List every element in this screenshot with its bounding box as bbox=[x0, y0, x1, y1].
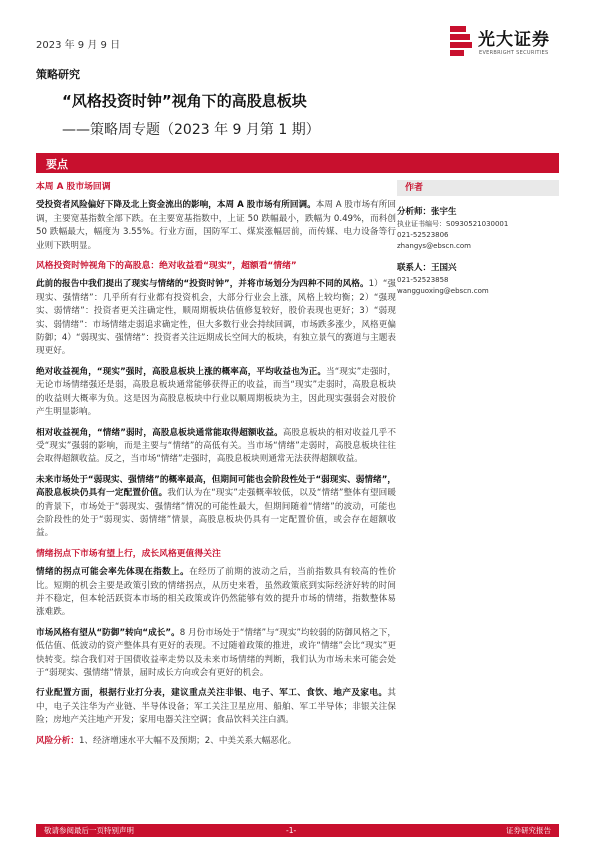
paragraph-lead: 受投资者风险偏好下降及北上资金流出的影响，本周 A 股市场有所回调。 bbox=[36, 200, 316, 211]
contact-name: 王国兴 bbox=[431, 263, 457, 273]
paragraph-text: 1）“强现实、强情绪”：几乎所有行业都有投资机会，大部分行业会上涨，风格上较均衡；2）“强现实、弱情绪”：投资者更关注确定性，顺周期板块估值修复较好，股价表现也更好；3）“弱现实、弱情绪”：市场情绪走弱追求确定性，但大多数行业会持续回调，市场跌多涨少，风格更偏防御；4）“弱现实、强情绪”：投资者关注远期成长空间大的板块，有独立景气的赛道与主题表现更好。 bbox=[36, 279, 396, 357]
report-date: 2023 年 9 月 9 日 bbox=[36, 40, 121, 51]
contact-phone: 021-52523858 bbox=[397, 276, 449, 284]
brand-mark-icon bbox=[450, 26, 472, 56]
analyst-name: 张宇生 bbox=[431, 207, 457, 217]
analyst-email[interactable]: zhangys@ebscn.com bbox=[397, 242, 471, 250]
report-category: 策略研究 bbox=[36, 68, 80, 81]
key-points-banner bbox=[36, 153, 559, 173]
section-heading: 风格投资时钟视角下的高股息：绝对收益看“现实”，超额看“情绪” bbox=[36, 261, 297, 272]
contact-email[interactable]: wangguoxing@ebscn.com bbox=[397, 287, 489, 295]
page-footer bbox=[36, 824, 559, 837]
sidebar-heading: 作者 bbox=[397, 180, 559, 196]
report-title: “风格投资时钟”视角下的高股息板块 bbox=[62, 92, 307, 110]
paragraph-text: 本周 A 股市场有所回调，主要宽基指数全部下跌。在主要宽基指数中，上证 50 跌幅最小，跌幅为 0.49%，而科创 50 跌幅最大，幅度为 3.55%。行业方面，国防军工、煤炭涨幅居前，而传媒、电力设备等行业则下跌明显。 bbox=[36, 200, 396, 251]
paragraph-lead: 绝对收益视角，“现实”强时，高股息板块上涨的概率高，平均收益也为正。 bbox=[36, 366, 327, 377]
brand-name-cn: 光大证券 bbox=[478, 30, 550, 50]
paragraph-lead: 市场风格有望从“防御”转向“成长”。 bbox=[36, 627, 180, 638]
paragraph-text: 其中，电子关注华为产业链、半导体设备；军工关注卫星应用、船舶、军工半导体；非银关注保险；房地产关注地产开发；家用电器关注空调；食品饮料关注白酒。 bbox=[36, 688, 396, 726]
paragraph-text: 在经历了前期的波动之后，当前指数具有较高的性价比。短期的机会主要是政策引致的情绪拐点，从历史来看，虽然政策底到实际经济好转的时间并不稳定，但本轮活跃资本市场的相关政策或许仍然能够有效的提升市场的情绪，指数整体易涨难跌。 bbox=[36, 567, 396, 618]
paragraph-text: 当“现实”走强时，无论市场情绪强还是弱，高股息板块通常能够获得正的收益，而当“现实”走弱时，高股息板块的收益则大概率为负。这是因为高股息板块中行业以顺周期板块为主，因此现实强弱会对股价产生明显影响。 bbox=[36, 366, 396, 418]
section-outlook bbox=[36, 548, 396, 728]
contact-name-line bbox=[397, 262, 559, 275]
section-heading: 情绪拐点下市场有望上行，成长风格更值得关注 bbox=[36, 548, 221, 559]
risk-label: 风险分析： bbox=[36, 735, 79, 746]
page-number: -1- bbox=[286, 826, 297, 835]
brand-logo bbox=[450, 22, 575, 64]
paragraph bbox=[36, 427, 396, 467]
section-market bbox=[36, 181, 396, 253]
contact-block bbox=[397, 262, 559, 297]
section-heading: 本周 A 股市场回调 bbox=[36, 182, 111, 192]
contact-label: 联系人： bbox=[397, 263, 432, 273]
key-points-label: 要点 bbox=[46, 158, 68, 171]
paragraph bbox=[36, 687, 396, 727]
paragraph-text: 我们认为在“现实”走强概率较低，以及“情绪”整体有望回暖的背景下，市场处于“弱现实、强情绪”情况的可能性最大，但期间随着“情绪”的波动，可能也会阶段性的处于“弱现实、弱情绪”情景，高股息板块仍具有一定配置价值，或会存在超额收益。 bbox=[36, 488, 396, 539]
paragraph-text: 高股息板块的相对收益几乎不受“现实”强弱的影响，而是主要与“情绪”的高低有关。当市场“情绪”走弱时，高股息板块往往会取得超额收益。反之，当市场“情绪”走强时，高股息板块则通常无法获得超额收益。 bbox=[36, 427, 396, 465]
analyst-cert: 执业证书编号：S0930521030001 bbox=[397, 220, 509, 228]
paragraph-lead: 此前的报告中我们提出了现实与情绪的“投资时钟”，并将市场划分为四种不同的风格。 bbox=[36, 279, 369, 290]
paragraph-lead: 相对收益视角，“情绪”弱时，高股息板块通常能取得超额收益。 bbox=[36, 427, 283, 438]
paragraph-text: 8 月份市场处于“情绪”与“现实”均较弱的防御风格之下，低估值、低波动的资产整体具有更好的表现。不过随着政策的推进，或许“情绪”会比“现实”更快转变。综合我们对于国债收益率走势以及未来市场情绪的判断，我们认为市场未来可能会处于“弱现实、强情绪”情景，届时成长方向或会有更好的机会。 bbox=[36, 627, 396, 678]
analyst-phone: 021-52523806 bbox=[397, 231, 449, 239]
footer-disclaimer: 敬请参阅最后一页特别声明 bbox=[44, 826, 134, 835]
analyst-block bbox=[397, 206, 559, 252]
main-content bbox=[36, 181, 396, 755]
paragraph bbox=[36, 627, 396, 681]
risk-text: 1、经济增速水平大幅不及预期；2、中美关系大幅恶化。 bbox=[78, 735, 297, 746]
analyst-name-line bbox=[397, 206, 559, 219]
paragraph bbox=[36, 474, 396, 541]
section-dividend bbox=[36, 260, 396, 541]
paragraph bbox=[36, 199, 396, 253]
footer-report-type: 证券研究报告 bbox=[506, 826, 551, 835]
report-subtitle: ——策略周专题（2023 年 9 月第 1 期） bbox=[62, 122, 320, 138]
analyst-label: 分析师： bbox=[397, 207, 432, 217]
paragraph bbox=[36, 278, 396, 358]
paragraph bbox=[36, 366, 396, 420]
author-sidebar bbox=[397, 180, 559, 297]
brand-name-en: EVERBRIGHT SECURITIES bbox=[479, 50, 549, 56]
paragraph-lead: 行业配置方面，根据行业打分表，建议重点关注非银、电子、军工、食饮、地产及家电。 bbox=[36, 688, 388, 699]
paragraph-lead: 未来市场处于“弱现实、强情绪”的概率最高，但期间可能也会阶段性处于“弱现实、弱情绪”，高股息板块仍具有一定配置价值。 bbox=[36, 474, 396, 499]
paragraph bbox=[36, 566, 396, 620]
paragraph-lead: 情绪的拐点可能会率先体现在指数上。 bbox=[36, 567, 190, 578]
risk-analysis bbox=[36, 735, 396, 748]
